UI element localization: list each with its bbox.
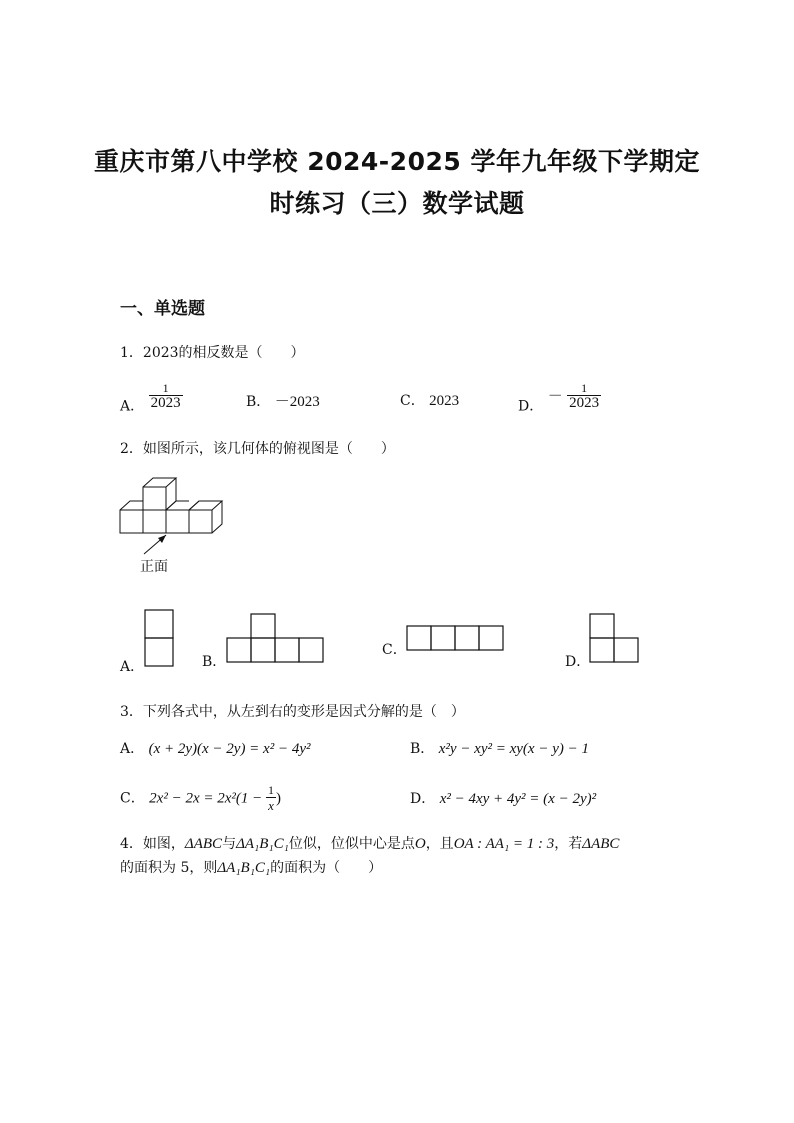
solid-figure [118, 478, 228, 538]
question-4-line2 [120, 857, 382, 877]
question-2-option-c-label: C． [382, 642, 407, 658]
question-4-text: 与 [222, 836, 237, 852]
option-label: C． [120, 790, 145, 807]
front-label: 正面 [140, 559, 168, 575]
question-2-option-d-view [589, 613, 645, 667]
question-3-option-c [120, 784, 281, 813]
question-4-line1 [120, 833, 619, 853]
question-2-option-a-view [144, 609, 176, 669]
document-title-line2: 时练习（三）数学试题 [269, 189, 525, 218]
math-expression: x²y − xy² = xy(x − y) − 1 [438, 741, 589, 757]
question-4-text: ，若 [554, 836, 583, 852]
question-4-text: ，且 [425, 836, 454, 852]
fraction-denominator: 2023 [569, 395, 600, 411]
question-2-option-b-label: B． [202, 654, 227, 670]
option-value: 2023 [429, 393, 460, 409]
fraction-numerator: 1 [581, 381, 588, 395]
question-3-option-a [120, 738, 311, 758]
question-4-text: 的面积为 5，则 [120, 860, 218, 876]
front-arrow-icon [140, 532, 180, 558]
question-4-text: 位似，位似中心是点 [288, 836, 415, 852]
math-expression: (x + 2y)(x − 2y) = x² − 4y² [148, 741, 311, 757]
question-1-option-b [246, 390, 320, 411]
option-value: －2023 [274, 394, 320, 410]
section-title: 一、单选题 [120, 299, 205, 319]
question-2-option-c-view [406, 625, 510, 655]
option-label: B． [246, 394, 271, 410]
option-label: B． [410, 741, 435, 757]
question-2-stem: 2．如图所示，该几何体的俯视图是（ ） [120, 441, 395, 457]
fraction-denominator: x [266, 797, 276, 813]
option-label: C． [400, 393, 425, 409]
fraction [149, 382, 183, 411]
option-label: D． [518, 398, 544, 415]
triangle-abc: ΔABC [184, 836, 223, 852]
fraction-numerator: 1 [162, 381, 169, 395]
fraction-denominator: 2023 [150, 395, 181, 411]
ratio-expression: OA : AA₁ = 1 : 3 [453, 836, 555, 852]
option-label: A． [120, 741, 145, 757]
point-o: O [414, 836, 426, 852]
minus-sign: － [547, 388, 563, 405]
question-4-text: 4．如图， [120, 836, 185, 852]
question-2-option-d-label: D． [565, 654, 591, 670]
fraction [266, 784, 276, 813]
triangle-abc: ΔABC [582, 836, 620, 852]
question-2-option-a-label: A． [120, 659, 145, 675]
fraction-numerator: 1 [268, 783, 275, 797]
document-title-line1: 重庆市第八中学校 2024-2025 学年九年级下学期定 [94, 147, 700, 176]
question-1-stem: 1．2023的相反数是（ ） [120, 345, 305, 361]
triangle-a1b1c1: ΔA₁B₁C₁ [217, 860, 271, 876]
question-1-option-a [120, 382, 183, 416]
option-label: D． [410, 791, 436, 807]
math-expression-left: 2x² − 2x = 2x²(1 − [149, 790, 267, 807]
option-label: A． [120, 398, 145, 415]
triangle-a1b1c1: ΔA₁B₁C₁ [236, 836, 289, 852]
math-expression: x² − 4xy + 4y² = (x − 2y)² [439, 791, 597, 807]
question-1-option-d [518, 382, 601, 416]
question-2-option-b-view [226, 613, 328, 667]
math-expression-right: ) [276, 790, 282, 807]
question-3-option-d [410, 788, 596, 808]
question-3-stem: 3．下列各式中，从左到右的变形是因式分解的是（ ） [120, 704, 465, 720]
question-3-option-b [410, 738, 589, 758]
question-4-text: 的面积为（ ） [270, 860, 383, 876]
fraction [567, 382, 601, 411]
question-1-option-c [400, 390, 459, 410]
